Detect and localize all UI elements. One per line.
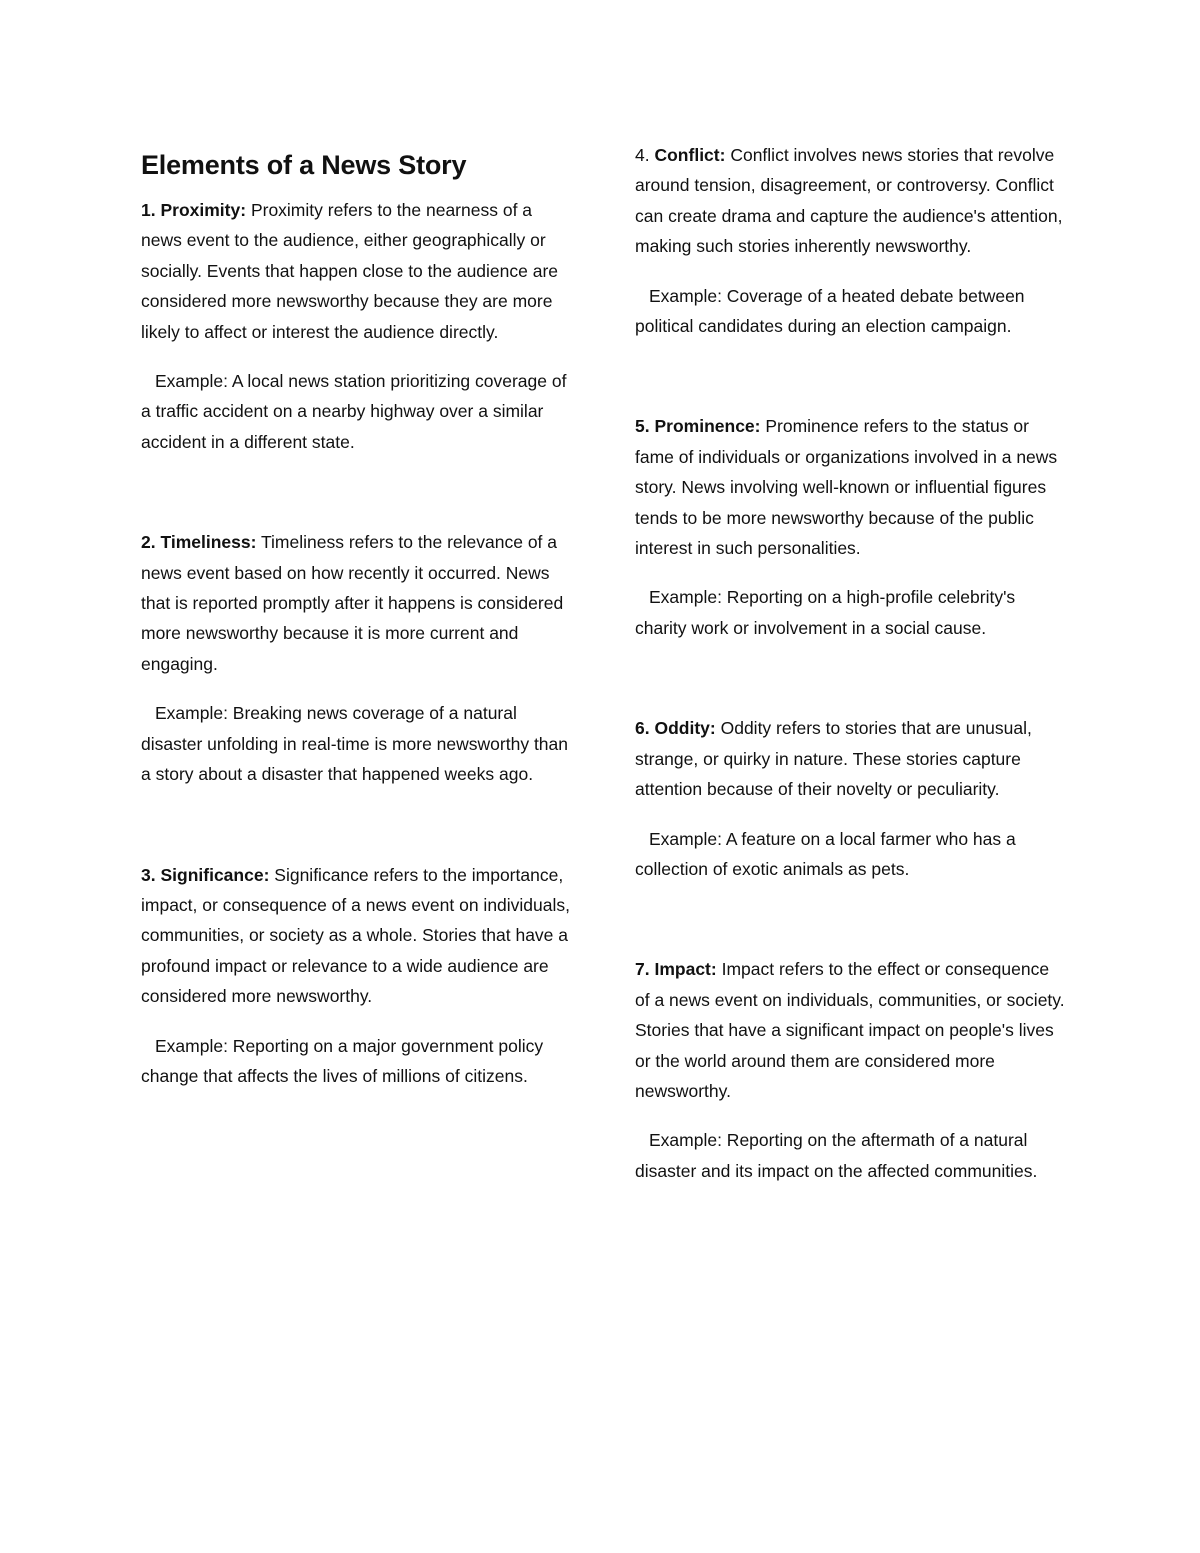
section-definition: [635, 411, 1067, 563]
section-example: Example: A local news station prioritizing coverage of a traffic accident on a nearby highway over a similar accident in a different state.: [141, 371, 567, 452]
section-term: [635, 416, 760, 436]
section-significance: [141, 860, 573, 1092]
right-column: [635, 140, 1067, 1186]
section-definition-text: Timeliness refers to the relevance of a news event based on how recently it occurred. News that is reported promptly after it happens is considered more newsworthy because it is more current and engaging.: [141, 532, 564, 674]
section-term-label: Conflict:: [654, 145, 726, 165]
section-term: [635, 959, 717, 979]
section-term: [141, 200, 246, 220]
section-example: Example: Breaking news coverage of a natural disaster unfolding in real-time is more newsworthy than a story about a disaster that happened weeks ago.: [141, 703, 568, 785]
section-term-label: Timeliness:: [160, 532, 257, 553]
section-term-label: Prominence:: [654, 416, 761, 437]
section-example: Example: Reporting on a major government policy change that affects the lives of millions of citizens.: [141, 1035, 544, 1086]
section-number: 4.: [635, 145, 650, 165]
section-term-label: Significance:: [160, 864, 270, 885]
section-term: [141, 532, 256, 552]
section-definition: [635, 140, 1067, 262]
section-term: [635, 718, 716, 738]
section-timeliness: [141, 527, 573, 789]
section-definition-text: Conflict involves news stories that revolve around tension, disagreement, or controversy. Conflict can create drama and capture the audience's attention, making such stories inherently newsworthy.: [635, 145, 1063, 257]
section-definition: [141, 527, 573, 679]
section-definition: [635, 713, 1067, 804]
document-title: Elements of a News Story: [141, 150, 467, 180]
section-definition: [635, 954, 1067, 1106]
section-number: 6.: [635, 718, 650, 739]
section-definition: [141, 195, 573, 347]
section-definition: [141, 860, 573, 1012]
section-impact: [635, 954, 1067, 1186]
section-number: 2.: [141, 532, 156, 553]
section-term-label: Oddity:: [654, 718, 716, 739]
section-number: 7.: [635, 959, 650, 980]
section-term: [141, 865, 269, 885]
section-proximity: [141, 195, 573, 457]
section-definition-text: Significance refers to the importance, impact, or consequence of a news event on individuals, communities, or society as a whole. Stories that have a profound impact or relevance to a wide audience are considered more newsworthy.: [141, 864, 571, 1007]
section-number: 5.: [635, 416, 650, 437]
section-conflict: [635, 140, 1067, 341]
section-example: Example: A feature on a local farmer who has a collection of exotic animals as pets.: [635, 828, 1016, 879]
section-oddity: [635, 713, 1067, 884]
section-term-label: Impact:: [654, 959, 717, 980]
section-prominence: [635, 411, 1067, 643]
section-term-label: Proximity:: [160, 200, 247, 220]
section-definition-text: Impact refers to the effect or consequence of a news event on individuals, communities, or society. Stories that have a significant impact on people's lives or the world around them are considered more newsworthy.: [635, 959, 1065, 1101]
section-number: 3.: [141, 864, 156, 885]
section-example: Example: Reporting on the aftermath of a natural disaster and its impact on the affected communities.: [635, 1130, 1038, 1181]
section-definition-text: Oddity refers to stories that are unusual, strange, or quirky in nature. These stories capture attention because of their novelty or peculiarity.: [635, 718, 1032, 800]
section-example: Example: Reporting on a high-profile celebrity's charity work or involvement in a social cause.: [635, 587, 1016, 638]
section-example: Example: Coverage of a heated debate between political candidates during an election campaign.: [635, 285, 1025, 337]
left-column: [141, 140, 573, 1091]
section-definition-text: Prominence refers to the status or fame of individuals or organizations involved in a news story. News involving well-known or influential figures tends to be more newsworthy because of the public interest in such personalities.: [635, 416, 1058, 559]
section-number: 1.: [141, 200, 156, 220]
section-definition-text: Proximity refers to the nearness of a news event to the audience, either geographically or socially. Events that happen close to the audience are considered more newsworthy because they are more likely to affect or interest the audience directly.: [141, 200, 559, 342]
